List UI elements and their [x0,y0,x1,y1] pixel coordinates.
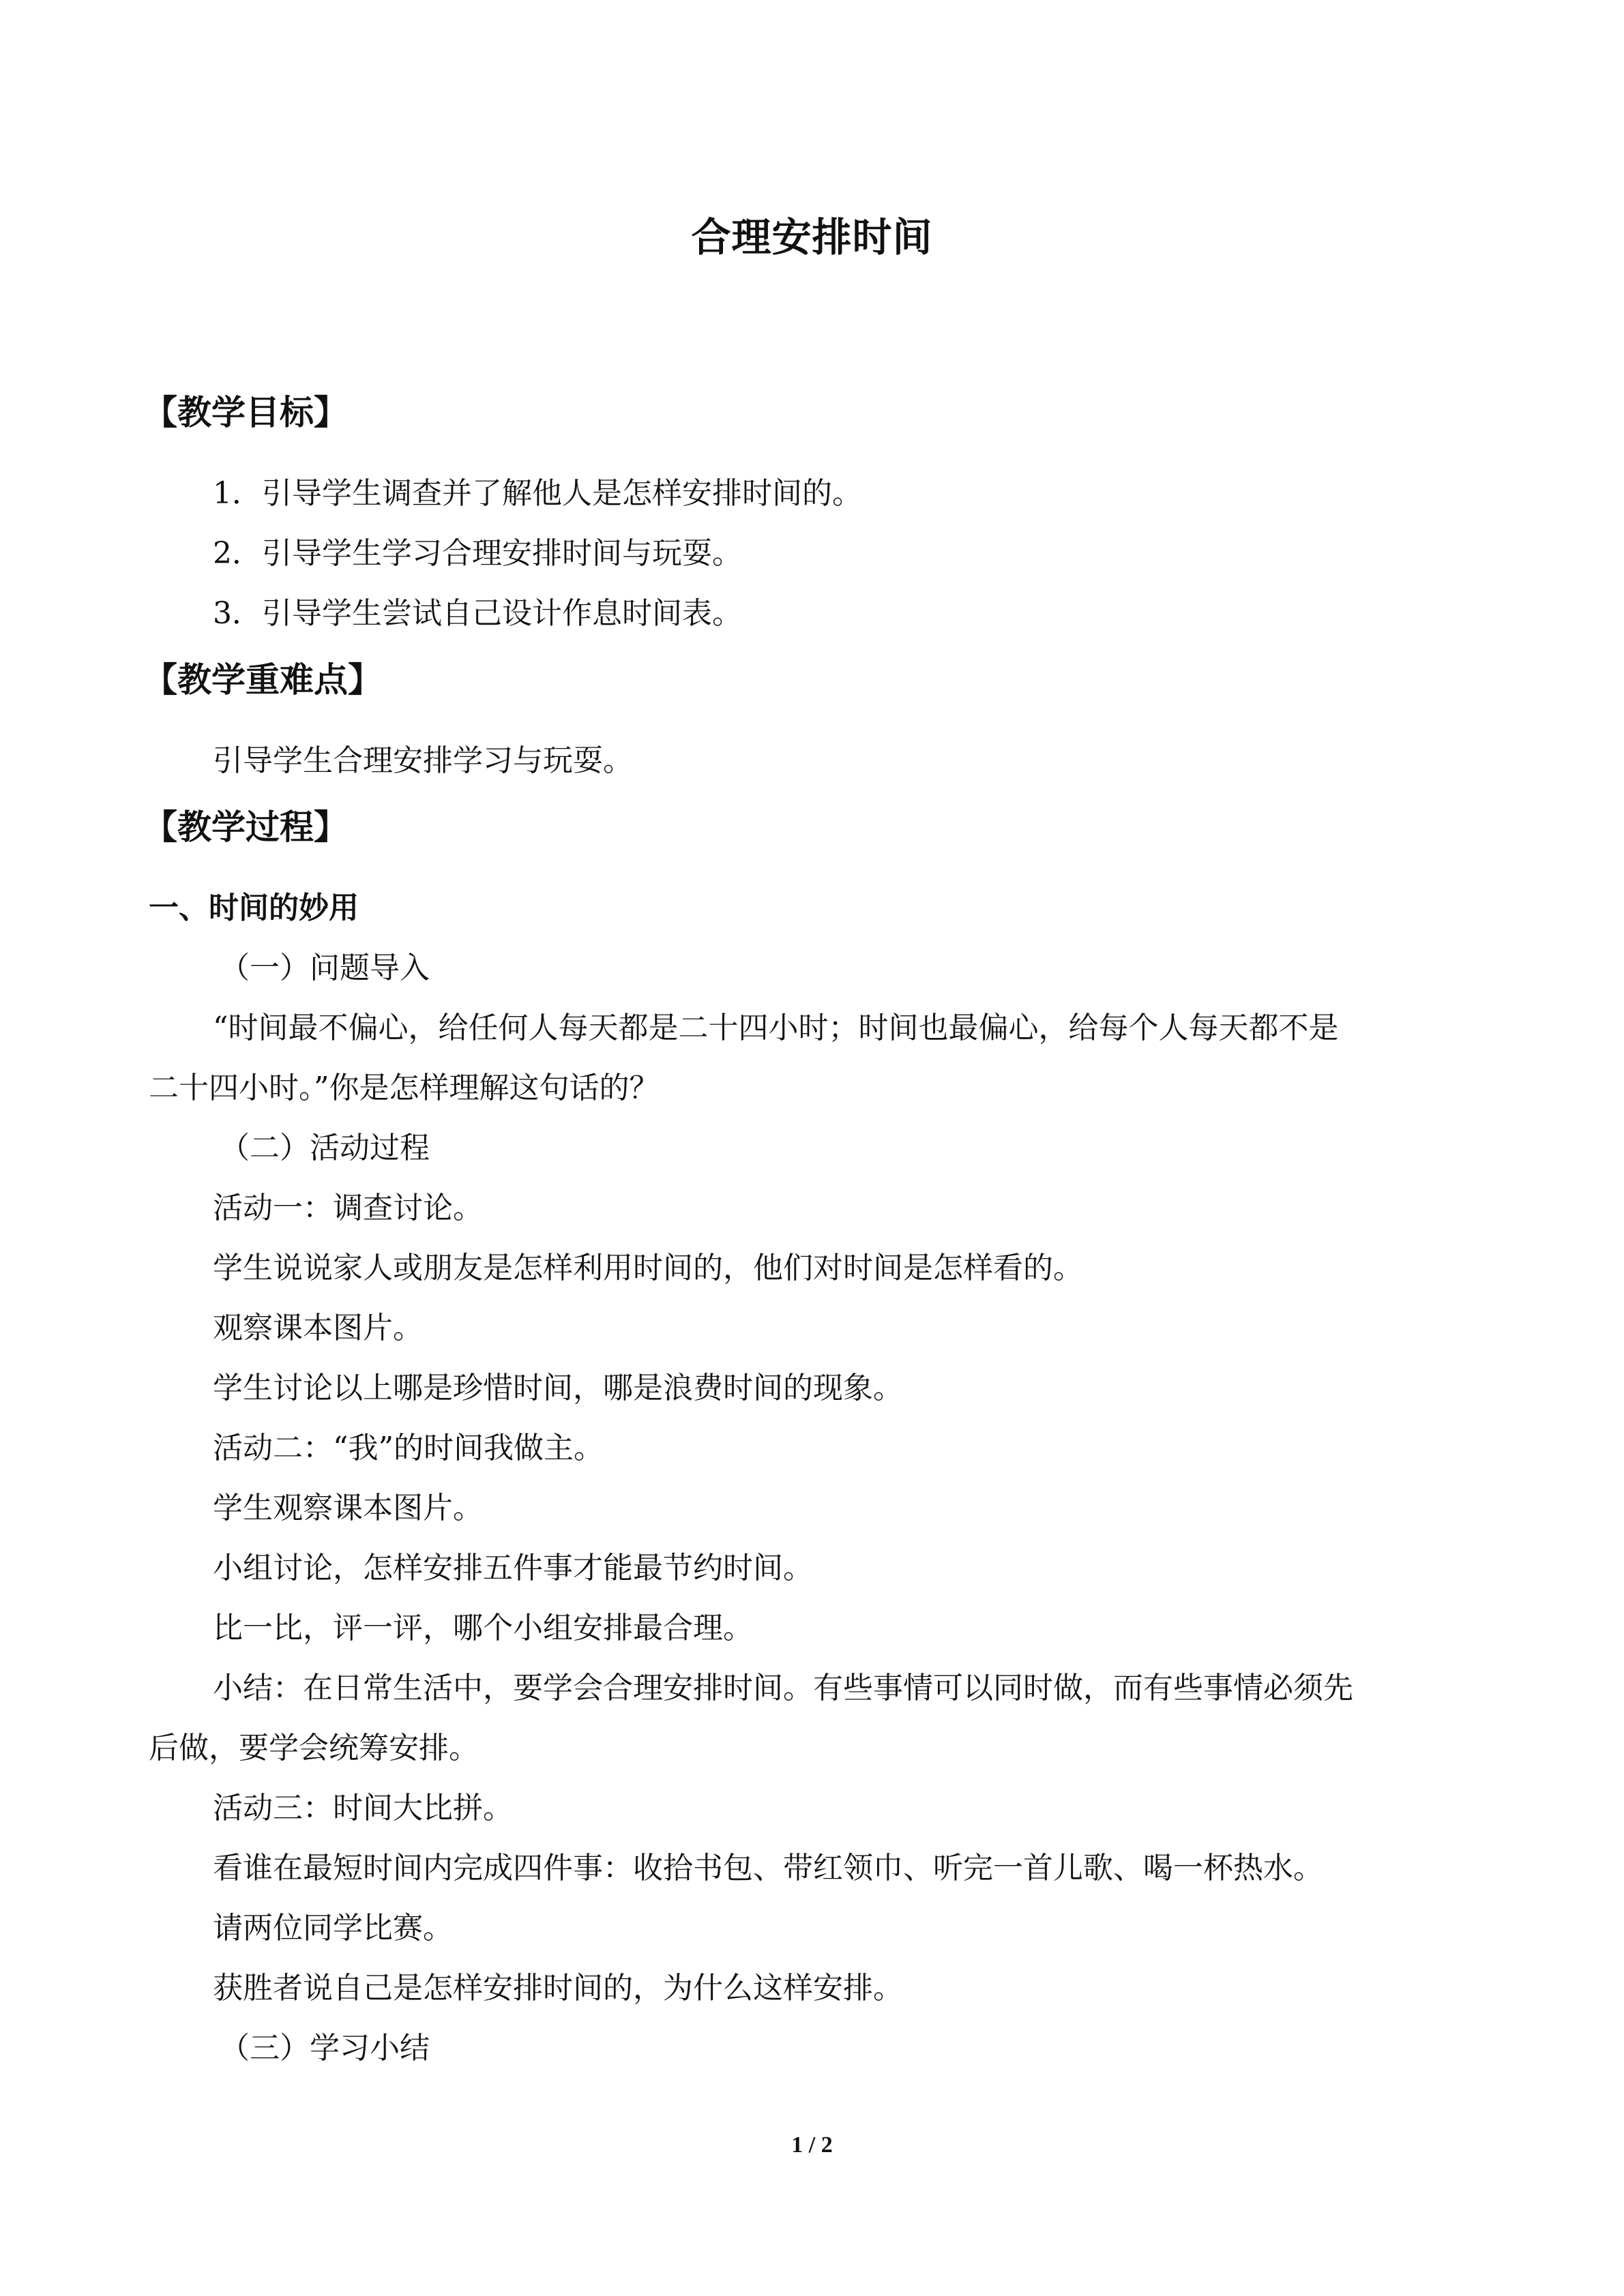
paragraph-line: 后做，要学会统筹安排。 [149,1731,479,1765]
subsection-heading: （三）学习小结 [220,2031,430,2066]
paragraph-line: 学生讨论以上哪是珍惜时间，哪是浪费时间的现象。 [213,1371,903,1405]
paragraph-line: 活动一：调查讨论。 [213,1191,483,1225]
part1-heading: 一、时间的妙用 [149,891,359,925]
goal-item: 1．引导学生调查并了解他人是怎样安排时间的。 [213,476,862,511]
paragraph-line: 二十四小时。”你是怎样理解这句话的？ [149,1071,660,1105]
goal-item: 3．引导学生尝试自己设计作息时间表。 [213,596,742,631]
paragraph-line: 活动二：“我”的时间我做主。 [213,1431,604,1465]
paragraph-line: 学生观察课本图片。 [213,1491,483,1525]
subsection-heading: （二）活动过程 [220,1131,430,1165]
paragraph-line: “时间最不偏心，给任何人每天都是二十四小时；时间也最偏心，给每个人每天都不是 [213,1011,1339,1045]
page-number: 1 / 2 [791,2132,833,2158]
paragraph-line: 请两位同学比赛。 [213,1911,453,1945]
paragraph-line: 活动三：时间大比拼。 [213,1791,513,1825]
section-heading-key-points: 【教学重难点】 [143,660,382,700]
document-title: 合理安排时间 [691,214,933,260]
paragraph-line: 小组讨论，怎样安排五件事才能最节约时间。 [213,1551,813,1585]
paragraph-line: 获胜者说自己是怎样安排时间的，为什么这样安排。 [213,1971,903,2006]
paragraph-line: 比一比，评一评，哪个小组安排最合理。 [213,1611,753,1645]
subsection-heading: （一）问题导入 [220,951,430,985]
key-points-text: 引导学生合理安排学习与玩耍。 [213,743,633,778]
paragraph-line: 观察课本图片。 [213,1311,423,1345]
paragraph-line: 看谁在最短时间内完成四件事：收拾书包、带红领巾、听完一首儿歌、喝一杯热水。 [213,1851,1323,1885]
section-heading-goals: 【教学目标】 [143,393,348,432]
paragraph-line: 小结：在日常生活中，要学会合理安排时间。有些事情可以同时做，而有些事情必须先 [213,1671,1353,1705]
goal-item: 2．引导学生学习合理安排时间与玩耍。 [213,536,742,571]
section-heading-process: 【教学过程】 [143,807,348,847]
paragraph-line: 学生说说家人或朋友是怎样利用时间的，他们对时间是怎样看的。 [213,1251,1083,1285]
